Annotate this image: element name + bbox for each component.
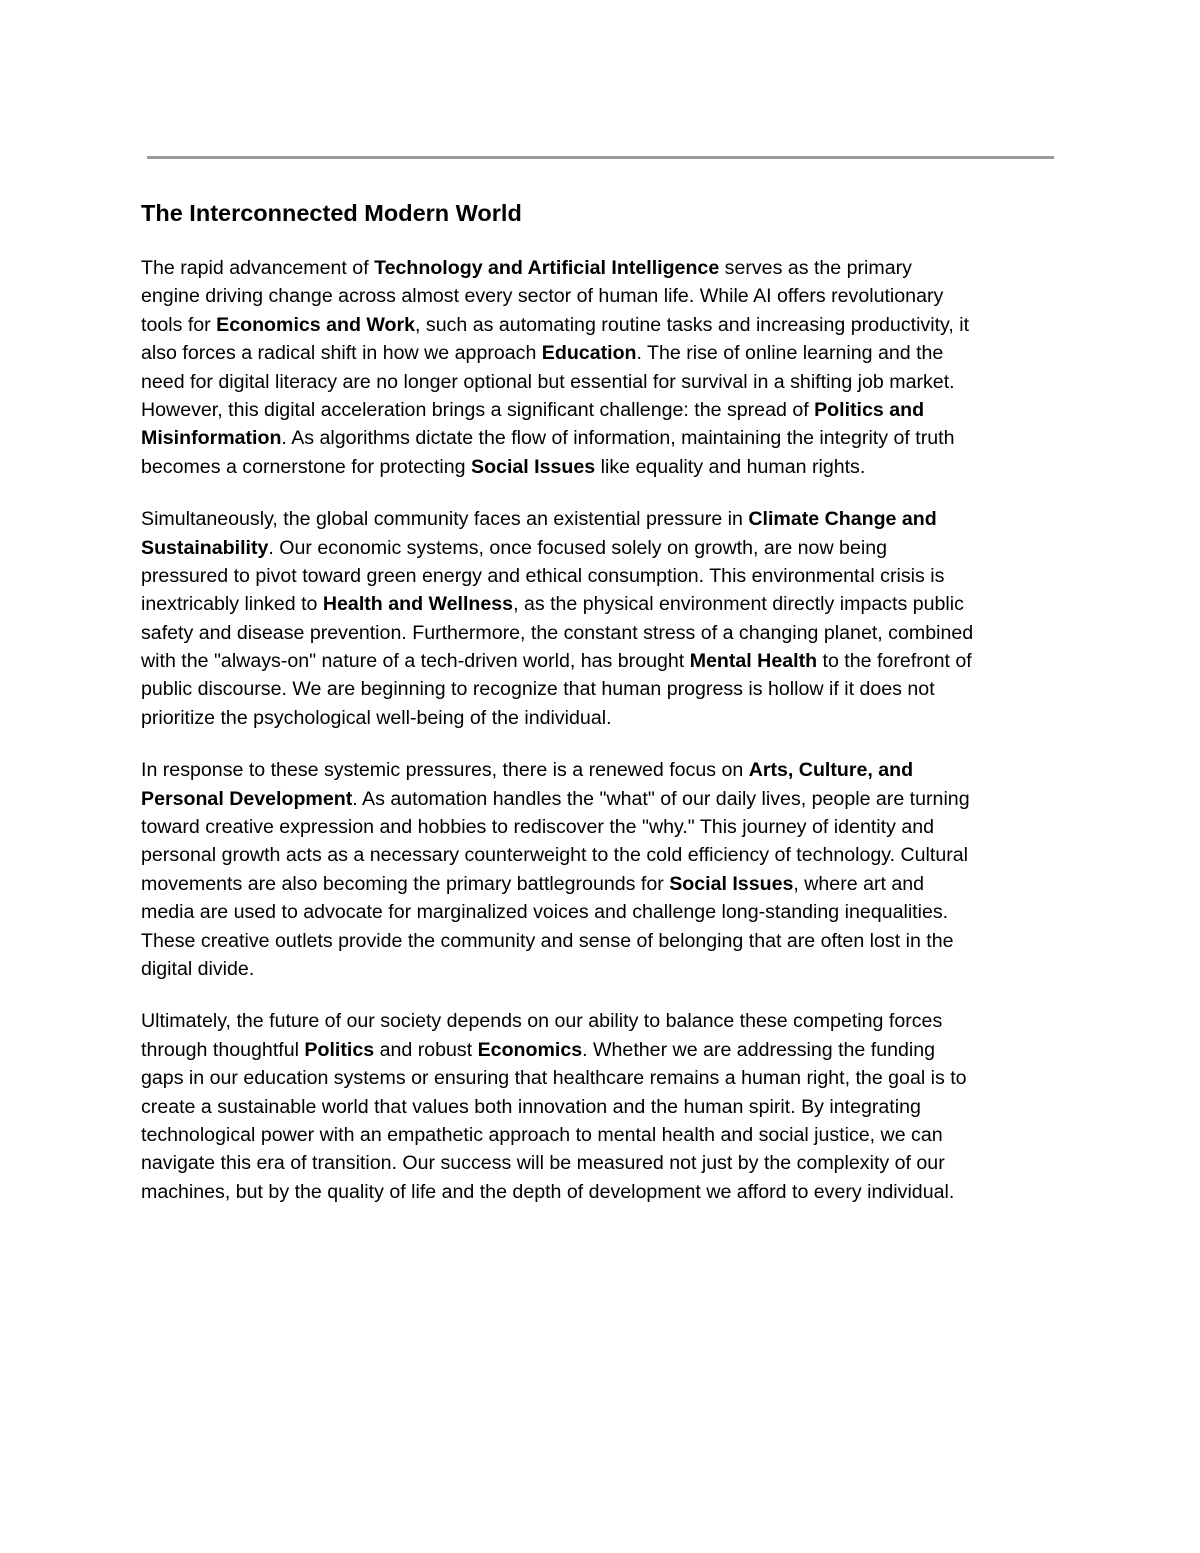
text-line: [141, 534, 1066, 562]
text-run: movements are also becoming the primary battlegrounds for: [141, 872, 670, 895]
text-run: safety and disease prevention. Furthermore, the constant stress of a changing planet, combined: [141, 621, 974, 644]
text-line: [141, 339, 1066, 367]
text-line: [141, 955, 1066, 983]
text-run: to the forefront of: [817, 650, 972, 673]
text-line: [141, 1178, 1066, 1206]
text-run: public discourse. We are beginning to recognize that human progress is hollow if it does not: [141, 678, 935, 701]
text-line: [141, 396, 1066, 424]
text-run: . As automation handles the "what" of our daily lives, people are turning: [352, 787, 970, 810]
body-paragraph: [141, 1007, 1066, 1206]
bold-term: Sustainability: [141, 536, 269, 559]
text-line: [141, 311, 1066, 339]
text-line: [141, 841, 1066, 869]
text-line: [141, 1121, 1066, 1149]
text-run: prioritize the psychological well-being of the individual.: [141, 706, 612, 729]
text-line: [141, 453, 1066, 481]
bold-term: Social Issues: [669, 872, 794, 895]
body-paragraph: [141, 254, 1066, 481]
text-line: [141, 756, 1066, 784]
bold-term: Technology and Artificial Intelligence: [374, 257, 720, 279]
bold-term: Politics and: [814, 398, 925, 421]
text-line: [141, 590, 1066, 618]
text-run: However, this digital acceleration brings a significant challenge: the spread of: [141, 398, 815, 421]
text-run: engine driving change across almost every sector of human life. While AI offers revolutionary: [141, 285, 944, 308]
text-run: machines, but by the quality of life and the depth of development we afford to every individual.: [141, 1180, 955, 1203]
text-run: serves as the primary: [719, 257, 912, 279]
text-run: toward creative expression and hobbies to rediscover the "why." This journey of identity and: [141, 816, 935, 839]
bold-term: Mental Health: [689, 650, 818, 673]
text-run: also forces a radical shift in how we approach: [141, 342, 542, 365]
text-run: through thoughtful: [141, 1038, 305, 1061]
text-run: In response to these systemic pressures, there is a renewed focus on: [141, 759, 749, 782]
body-paragraph: [141, 505, 1066, 732]
text-run: . The rise of online learning and the: [636, 342, 944, 365]
text-run: . As algorithms dictate the flow of information, maintaining the integrity of truth: [281, 427, 955, 450]
text-line: [141, 675, 1066, 703]
text-line: [141, 368, 1066, 396]
text-run: These creative outlets provide the community and sense of belonging that are often lost in the: [141, 929, 954, 952]
text-run: create a sustainable world that values both innovation and the human spirit. By integrating: [141, 1095, 921, 1118]
text-line: [141, 813, 1066, 841]
text-line: [141, 898, 1066, 926]
text-run: and robust: [374, 1038, 478, 1061]
text-run: becomes a cornerstone for protecting: [141, 455, 472, 478]
text-run: The rapid advancement of: [141, 257, 375, 279]
text-run: navigate this era of transition. Our success will be measured not just by the complexity of our: [141, 1152, 945, 1175]
bold-term: Social Issues: [471, 455, 596, 478]
text-run: inextricably linked to: [141, 593, 323, 616]
text-line: [141, 785, 1066, 813]
text-line: [141, 647, 1066, 675]
text-line: [141, 1036, 1066, 1064]
text-run: digital divide.: [141, 957, 255, 980]
bold-term: Education: [541, 342, 637, 365]
text-run: , where art and: [793, 872, 925, 895]
bold-term: Economics and Work: [216, 313, 416, 336]
text-run: media are used to advocate for marginalized voices and challenge long-standing inequalities.: [141, 901, 949, 924]
text-run: pressured to pivot toward green energy and ethical consumption. This environmental crisis is: [141, 564, 945, 587]
text-run: like equality and human rights.: [595, 455, 866, 478]
bold-term: Arts, Culture, and: [748, 759, 914, 782]
document-title: The Interconnected Modern World: [141, 200, 522, 226]
horizontal-rule: [147, 156, 1054, 159]
bold-term: Misinformation: [141, 427, 282, 450]
text-run: personal growth acts as a necessary counterweight to the cold efficiency of technology. Cultural: [141, 844, 969, 867]
text-line: [141, 619, 1066, 647]
text-line: [141, 704, 1066, 732]
text-line: [141, 1093, 1066, 1121]
text-run: gaps in our education systems or ensuring that healthcare remains a human right, the goal is to: [141, 1067, 967, 1090]
text-line: [141, 505, 1066, 533]
bold-term: Politics: [304, 1038, 375, 1061]
text-run: Ultimately, the future of our society depends on our ability to balance these competing forces: [141, 1010, 943, 1033]
bold-term: Economics: [477, 1038, 583, 1061]
text-run: with the "always-on" nature of a tech-driven world, has brought: [141, 650, 690, 673]
text-line: [141, 562, 1066, 590]
text-run: need for digital literacy are no longer optional but essential for survival in a shifting job market.: [141, 370, 955, 393]
text-line: [141, 870, 1066, 898]
text-run: . Our economic systems, once focused solely on growth, are now being: [268, 536, 887, 559]
text-line: [141, 282, 1066, 310]
text-line: [141, 1007, 1066, 1035]
text-run: , as the physical environment directly impacts public: [513, 593, 964, 616]
document-body: [141, 254, 1066, 1230]
text-run: . Whether we are addressing the funding: [582, 1038, 936, 1061]
text-run: tools for: [141, 313, 217, 336]
text-line: [141, 927, 1066, 955]
body-paragraph: [141, 756, 1066, 983]
bold-term: Health and Wellness: [322, 593, 514, 616]
bold-term: Climate Change and: [748, 508, 937, 531]
text-line: [141, 1064, 1066, 1092]
text-line: [141, 1149, 1066, 1177]
text-run: , such as automating routine tasks and increasing productivity, it: [415, 313, 970, 336]
bold-term: Personal Development: [141, 787, 353, 810]
text-run: technological power with an empathetic approach to mental health and social justice, we can: [141, 1123, 943, 1146]
text-line: [141, 254, 1066, 282]
text-line: [141, 424, 1066, 452]
text-run: Simultaneously, the global community faces an existential pressure in: [141, 508, 749, 531]
